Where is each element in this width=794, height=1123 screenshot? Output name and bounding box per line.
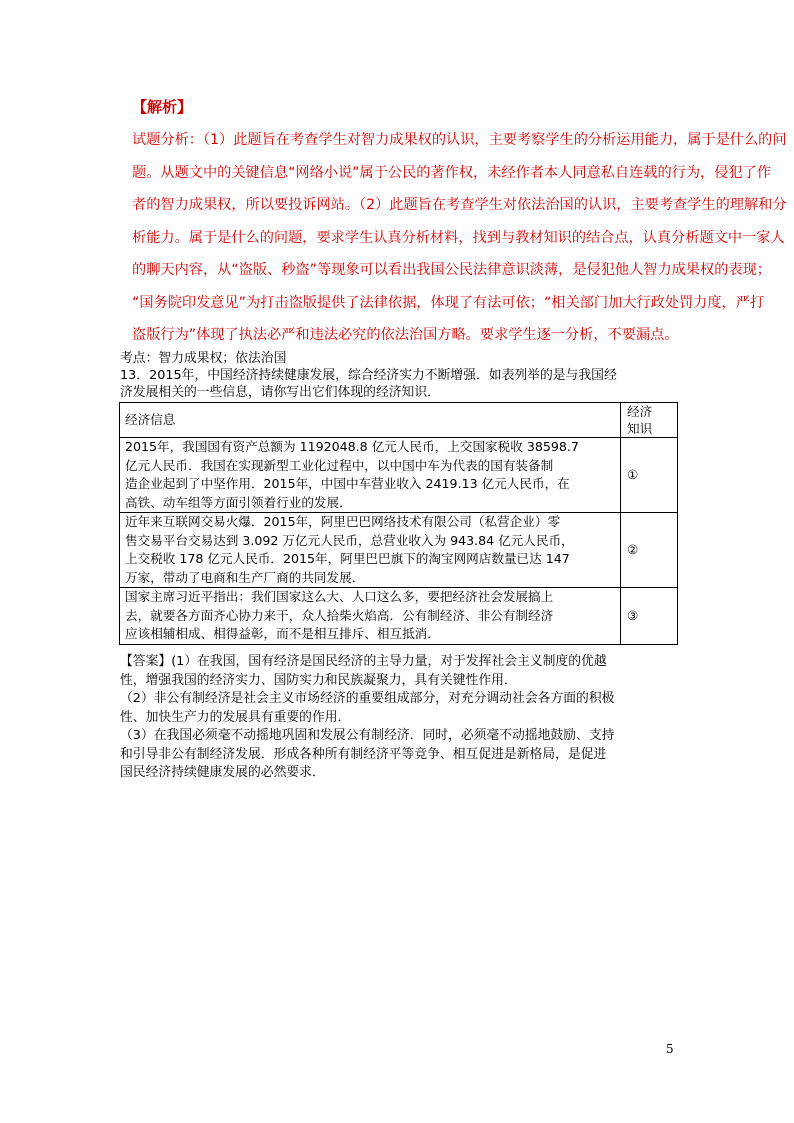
knowledge-cell: ② [621, 513, 678, 588]
answer-section [120, 653, 680, 783]
info-cell [120, 588, 621, 645]
analysis-section [132, 96, 792, 352]
info-cell [120, 513, 621, 588]
info-line: 近年来互联网交易火爆．2015年，阿里巴巴网络技术有限公司（私营企业）零 [125, 514, 561, 529]
analysis-line: 者的智力成果权，所以要投诉网站。（2）此题旨在考查学生对依法治国的认识，主要考查学生的理解和分 [132, 197, 787, 213]
page-number: 5 [666, 1042, 674, 1056]
info-line: 上交税收 178 亿元人民币．2015年，阿里巴巴旗下的淘宝网网店数量已达 147 [125, 551, 570, 566]
analysis-heading: 【解析】 [132, 98, 193, 116]
answer-line: （3）在我国必须毫不动摇地巩固和发展公有制经济．同时，必须毫不动摇地鼓励、支持 [120, 728, 615, 743]
answer-line: 【答案】(1）在我国，国有经济是国民经济的主导力量，对于发挥社会主义制度的优越 [120, 654, 607, 669]
analysis-line: 题。从题文中的关键信息“网络小说”属于公民的著作权，未经作者本人同意私自连载的行为，侵犯了作 [132, 164, 771, 181]
answer-line: 性，增强我国的经济实力、国防实力和民族凝聚力，具有关键性作用． [120, 672, 517, 688]
table-row [120, 588, 678, 645]
info-line: 国家主席习近平指出：我们国家这么大、人口这么多，要把经济社会发展搞上 [125, 589, 554, 604]
info-line: 去，就要各方面齐心协力来干，众人拾柴火焰高．公有制经济、非公有制经济 [125, 607, 554, 623]
table-header-row [120, 403, 678, 438]
analysis-line: “国务院印发意见”为打击盗版提供了法律依据，体现了有法可依；“相关部门加大行政处罚力度，严打 [132, 294, 765, 311]
header-knowledge-line: 知识 [627, 421, 653, 436]
answer-line: 国民经济持续健康发展的必然要求． [120, 765, 325, 780]
info-cell [120, 438, 621, 513]
header-economic-info: 经济信息 [120, 403, 621, 438]
header-economic-knowledge [621, 403, 678, 438]
knowledge-cell: ③ [621, 588, 678, 645]
info-line: 亿元人民币．我国在实现新型工业化过程中，以中国中车为代表的国有装备制 [125, 457, 554, 473]
question-line-2: 济发展相关的一些信息，请你写出它们体现的经济知识． [120, 385, 440, 400]
info-line: 高铁、动车组等方面引领着行业的发展． [125, 494, 352, 510]
analysis-line: 试题分析：（1）此题旨在考查学生对智力成果权的认识，主要考察学生的分析运用能力，属于是什么的问 [132, 132, 787, 148]
knowledge-cell: ① [621, 438, 678, 513]
analysis-line: 盗版行为”体现了执法必严和违法必究的依法治国方略。要求学生逐一分析，不要漏点。 [132, 327, 679, 343]
kaodian-text: 考点：智力成果权；依法治国 [120, 351, 287, 366]
analysis-line: 的聊天内容，从“盗版、秒盗”等现象可以看出我国公民法律意识淡薄，是侵犯他人智力成果权的表现； [132, 262, 771, 278]
info-line: 应该相辅相成、相得益彰，而不是相互排斥、相互抵消． [125, 626, 440, 641]
table-row [120, 438, 678, 513]
info-line: 2015年，我国国有资产总额为 1192048.8 亿元人民币，上交国家税收 38598.7 [125, 439, 579, 454]
question-line-1: 13．2015年，中国经济持续健康发展，综合经济实力不断增强．如表列举的是与我国经 [120, 368, 617, 383]
info-line: 造企业起到了中坚作用．2015年，中国中车营业收入 2419.13 亿元人民币，在 [125, 476, 570, 491]
analysis-line: 析能力。属于是什么的问题，要求学生认真分析材料，找到与教材知识的结合点，认真分析题文中一家人 [132, 229, 785, 246]
answer-line: 性、加快生产力的发展具有重要的作用． [120, 709, 351, 725]
economic-info-table [119, 402, 678, 645]
answer-line: （2）非公有制经济是社会主义市场经济的重要组成部分，对充分调动社会各方面的积极 [120, 691, 615, 706]
info-line: 售交易平台交易达到 3.092 万亿元人民币，总营业收入为 943.84 亿元人民币， [125, 532, 574, 548]
answer-line: 和引导非公有制经济发展．形成各种所有制经济平等竞争、相互促进是新格局，是促进 [120, 746, 607, 762]
info-line: 万家，带动了电商和生产厂商的共同发展． [125, 569, 365, 585]
table-row [120, 513, 678, 588]
header-knowledge-line: 经济 [627, 404, 653, 419]
